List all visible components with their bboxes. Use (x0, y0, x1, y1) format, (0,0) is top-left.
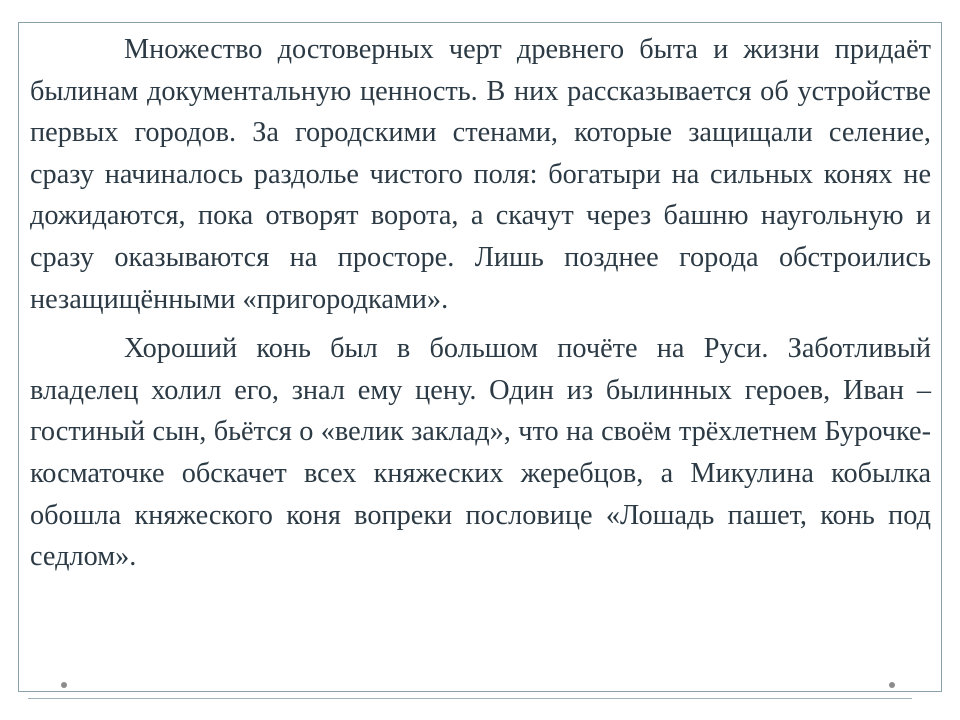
paragraph-2: Хороший конь был в большом почёте на Руси. Заботливый владелец холил его, знал ему цену. Один из былинных героев, Иван – гостиный сын, бьётся о «велик заклад», что на своём трёхлетнем Бурочке-косматочке обскачет всех княжеских жеребцов, а Микулина кобылка обошла княжеского коня вопреки пословице «Лошадь пашет, конь под седлом». (30, 333, 931, 573)
decorative-dot-right (889, 682, 895, 688)
footer-rule (28, 698, 912, 699)
paragraph-1: Множество достоверных черт древнего быта и жизни придаёт былинам документальную ценность. В них рассказывается об устройстве первых городов. За городскими стенами, которые защищали селение, сразу начиналось раздолье чистого поля: богатыри на сильных конях не дожидаются, пока отворят ворота, а скачут через башню наугольную и сразу оказываются на просторе. Лишь позднее города обстроились незащищёнными «пригородками». (30, 34, 931, 315)
text-frame (18, 22, 942, 692)
body-text (30, 29, 931, 578)
decorative-dot-left (61, 682, 67, 688)
